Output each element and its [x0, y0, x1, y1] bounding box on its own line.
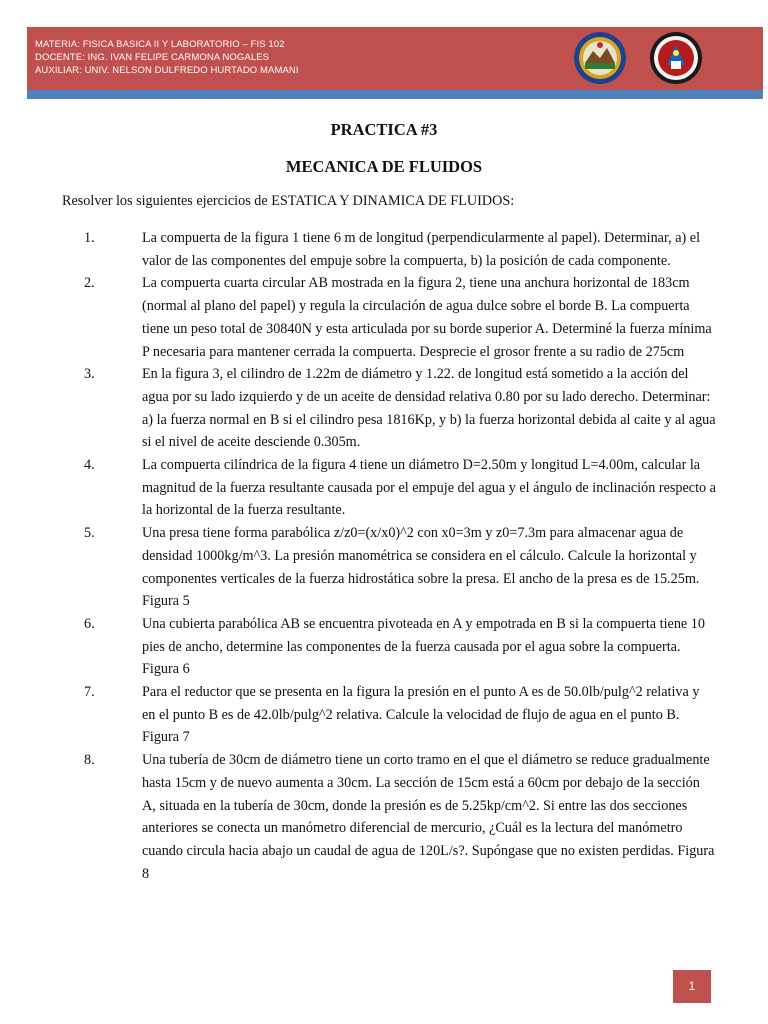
document-subtitle: MECANICA DE FLUIDOS: [285, 157, 483, 176]
exercise-item: [0, 522, 768, 613]
exercise-item: [0, 613, 768, 681]
exercise-list: [0, 227, 768, 885]
exercise-number: 1.: [84, 230, 95, 246]
exercise-text: La compuerta de la figura 1 tiene 6 m de longitud (perpendicularmente al papel). Determinar, a) el valor de las componentes del empuje sobre la compuerta, b) la posición de cada componente.: [142, 230, 701, 269]
exercise-number: 3.: [84, 366, 95, 383]
exercise-item: [0, 363, 768, 454]
header-bar: [27, 27, 763, 90]
exercise-text: Para el reductor que se presenta en la figura la presión en el punto A es de 50.0lb/pulg^2 relativa y en el punto B es de 42.0lb/pulg^2 relativa. Calcule la velocidad de flujo de agua en el punto B. Figura 7: [142, 684, 700, 746]
course-info: [35, 38, 299, 77]
exercise-item: [0, 749, 768, 885]
exercise-text: La compuerta cilíndrica de la figura 4 tiene un diámetro D=2.50m y longitud L=4.00m, calcular la magnitud de la fuerza resultante causada por el empuje del agua y el ángulo de inclinación respecto a la horizontal de la fuerza resultante.: [142, 457, 716, 519]
exercise-item: [0, 227, 768, 272]
course-assistant: AUXILIAR: UNIV. NELSON DULFREDO HURTADO MAMANI: [35, 65, 299, 76]
university-seal-logo: [573, 31, 627, 85]
exercise-number: 8.: [84, 752, 95, 769]
exercise-item: [0, 272, 768, 363]
exercise-number: 5.: [84, 525, 95, 542]
exercise-item: [0, 454, 768, 522]
exercise-text: En la figura 3, el cilindro de 1.22m de diámetro y 1.22. de longitud está sometido a la acción del agua por su lado izquierdo y de un aceite de densidad relativa 0.80 por su lado derecho. Determinar: a) la fuerza normal en B si el cilindro pesa 1816Kp, y b) la fuerza horizontal debida al caite y al agua si el nivel de aceite desciende 0.305m.: [142, 366, 716, 451]
exercise-text: Una presa tiene forma parabólica z/z0=(x/x0)^2 con x0=3m y z0=7.3m para almacenar agua de densidad 1000kg/m^3. La presión manométrica se considera en el cálculo. Calcule la horizontal y componentes verticales de la fuerza hidrostática sobre la presa. El ancho de la presa es de 15.25m. Figura 5: [142, 525, 700, 610]
exercise-item: [0, 681, 768, 749]
exercise-number: 6.: [84, 615, 95, 632]
exercise-number: 2.: [84, 275, 95, 292]
faculty-seal-logo: [649, 31, 703, 85]
exercise-number: 4.: [84, 457, 95, 474]
document-title: PRACTICA #3: [330, 120, 438, 139]
exercise-text: La compuerta cuarta circular AB mostrada en la figura 2, tiene una anchura horizontal de 183cm (normal al plano del papel) y regula la circulación de agua dulce sobre el borde B. La compuerta tiene un peso total de 30840N y esta articulada por su borde superior A. Determiné la fuerza mínima P necesaria para mantener cerrada la compuerta. Desprecie el grosor frente a su radio de 275cm: [142, 275, 712, 360]
course-subject: MATERIA: FISICA BASICA II Y LABORATORIO – FIS 102: [35, 39, 285, 50]
course-teacher: DOCENTE: ING. IVAN FELIPE CARMONA NOGALES: [35, 52, 270, 63]
exercise-number: 7.: [84, 684, 95, 701]
page-number-badge: 1: [673, 970, 711, 1003]
instructions: Resolver los siguientes ejercicios de ESTATICA Y DINAMICA DE FLUIDOS:: [62, 193, 515, 209]
exercise-text: Una cubierta parabólica AB se encuentra pivoteada en A y empotrada en B si la compuerta tiene 10 pies de ancho, determine las componentes de la fuerza causada por el agua sobre la compuerta. Figura 6: [142, 615, 705, 678]
exercise-text: Una tubería de 30cm de diámetro tiene un corto tramo en el que el diámetro se reduce gradualmente hasta 15cm y de nuevo aumenta a 30cm. La sección de 15cm está a 60cm por debajo de la sección A, situada en la tubería de 30cm, donde la presión es de 5.25kp/cm^2. Si entre las dos secciones anteriores se conecta un manómetro diferencial de mercurio, ¿Cuál es la lectura del manómetro cuando circula hacia abajo un caudal de agua de 120L/s?. Supóngase que no existen perdidas. Figura 8: [142, 752, 715, 882]
header-accent-strip: [27, 90, 763, 99]
